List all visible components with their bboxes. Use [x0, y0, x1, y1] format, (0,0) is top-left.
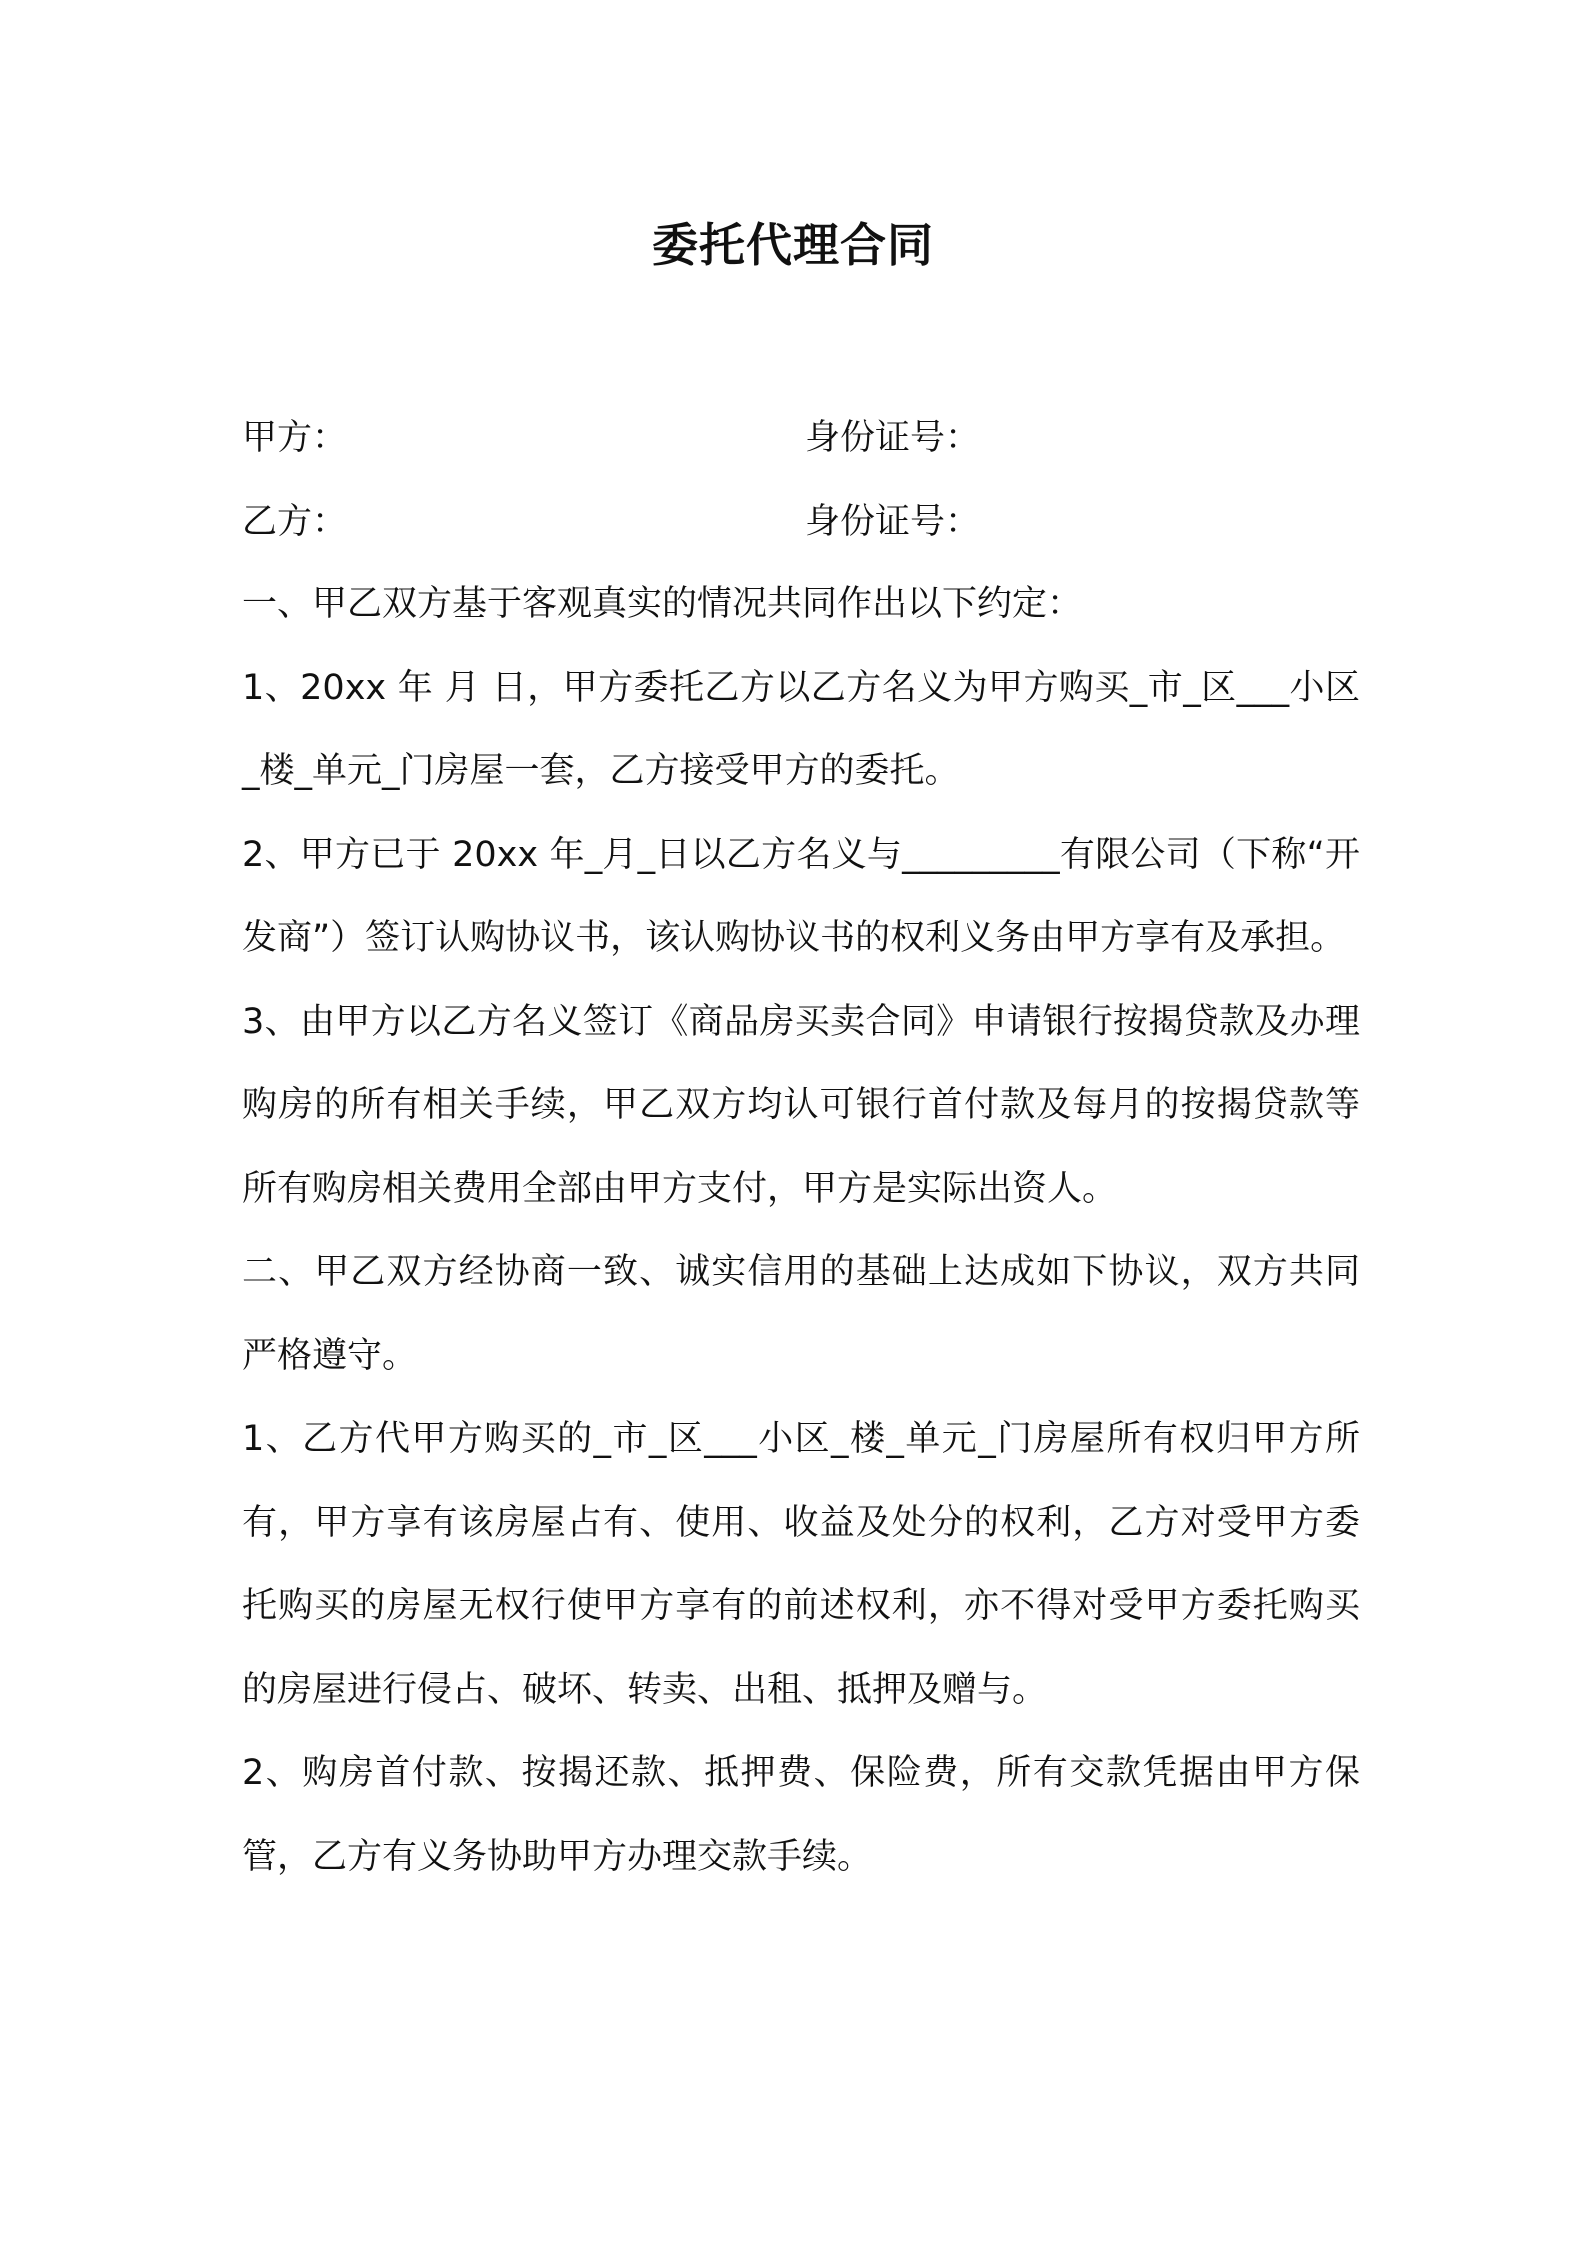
party-a-label: 甲方：: [242, 418, 348, 458]
clause-1-3: 3、由甲方以乙方名义签订《商品房买卖合同》申请银行按揭贷款及办理购房的所有相关手续，甲乙双方均认可银行首付款及每月的按揭贷款等所有购房相关费用全部由甲方支付，甲方是实际出资人。: [242, 1001, 1360, 1209]
document-title: 委托代理合同: [652, 218, 934, 272]
party-a-row: [242, 396, 1362, 480]
clause-2-1: 1、乙方代甲方购买的_市_区___小区_楼_单元_门房屋所有权归甲方所有，甲方享有该房屋占有、使用、收益及处分的权利，乙方对受甲方委托购买的房屋无权行使甲方享有的前述权利，亦不得对受甲方委托购买的房屋进行侵占、破坏、转卖、出租、抵押及赠与。: [242, 1419, 1360, 1710]
section-two-heading: 二、甲乙双方经协商一致、诚实信用的基础上达成如下协议，双方共同严格遵守。: [242, 1252, 1360, 1376]
party-b-id-label: 身份证号：: [805, 502, 981, 542]
party-b-row: [242, 480, 1362, 564]
party-b-label: 乙方：: [242, 502, 348, 542]
contract-body: [242, 563, 1360, 1899]
party-a-id-label: 身份证号：: [805, 418, 981, 458]
clause-1-2: 2、甲方已于 20xx 年_月_日以乙方名义与_________有限公司（下称“开发商”）签订认购协议书，该认购协议书的权利义务由甲方享有及承担。: [242, 834, 1360, 958]
clause-2-2: 2、购房首付款、按揭还款、抵押费、保险费，所有交款凭据由甲方保管，乙方有义务协助甲方办理交款手续。: [242, 1753, 1360, 1877]
clause-1-1: 1、20xx 年 月 日，甲方委托乙方以乙方名义为甲方购买_市_区___小区_楼_单元_门房屋一套，乙方接受甲方的委托。: [242, 667, 1360, 791]
section-one-heading: 一、甲乙双方基于客观真实的情况共同作出以下约定：: [242, 584, 1083, 624]
